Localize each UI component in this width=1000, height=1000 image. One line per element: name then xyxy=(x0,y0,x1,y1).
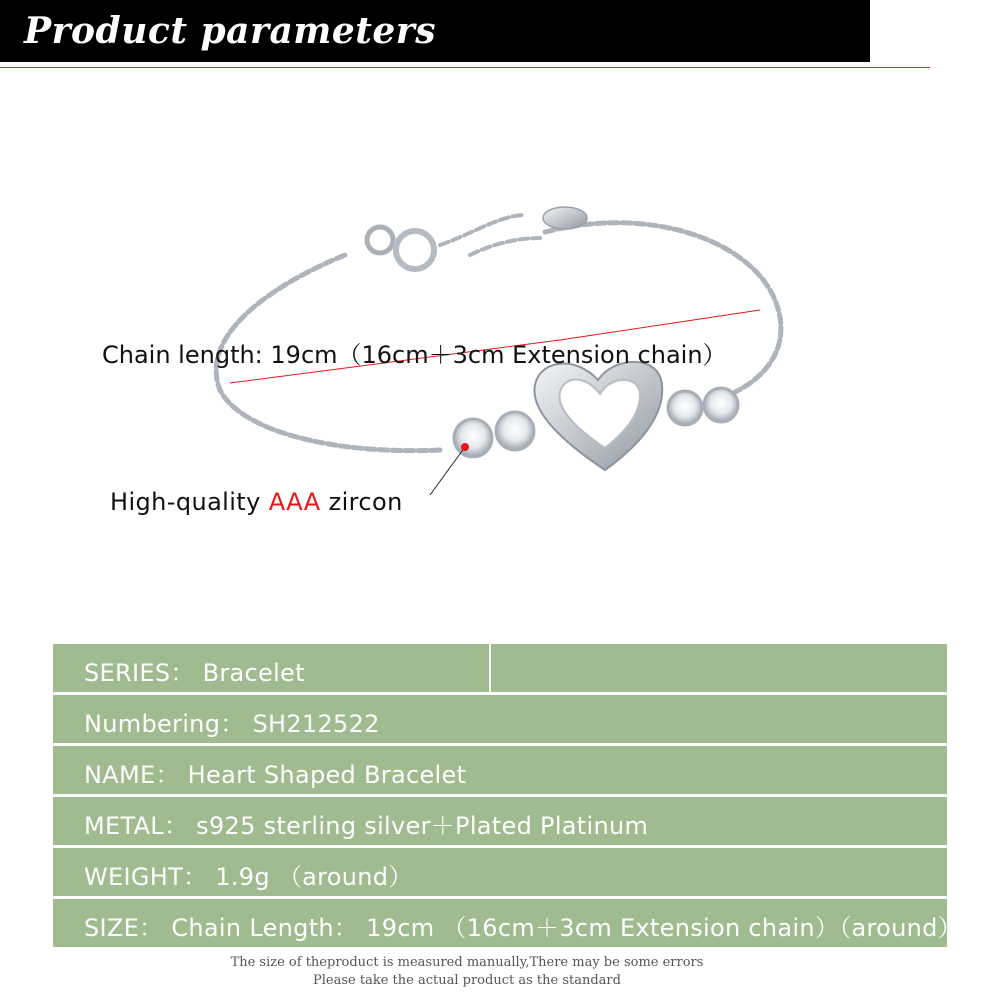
zircon-grade: AAA xyxy=(268,488,321,516)
zircon-prefix: High-quality xyxy=(110,488,269,516)
zircon-marker xyxy=(461,443,469,451)
spec-size: SIZE： Chain Length： 19cm （16cm＋3cm Extension chain）（around） xyxy=(84,914,962,942)
chain-length-callout: Chain length: 19cm（16cm＋3cm Extension chain） xyxy=(102,341,727,369)
spec-row-weight xyxy=(53,848,947,896)
zircon-callout xyxy=(110,488,403,516)
clasp-icon xyxy=(367,207,587,269)
row-divider xyxy=(489,644,491,692)
spec-row-size xyxy=(53,899,962,947)
heart-pendant xyxy=(534,362,662,470)
spec-row-name xyxy=(53,746,947,794)
page-title: Product parameters xyxy=(24,10,437,52)
zircon-leader-line xyxy=(430,447,465,495)
spec-table xyxy=(53,644,962,950)
spec-numbering: Numbering： SH212522 xyxy=(84,710,380,738)
footnote-standard: Please take the actual product as the standard xyxy=(313,973,621,988)
spec-metal: METAL： s925 sterling silver＋Plated Platinum xyxy=(84,812,649,840)
spec-row-series xyxy=(53,644,947,692)
footnote-measurement: The size of theproduct is measured manually,There may be some errors xyxy=(230,955,704,970)
spec-name: NAME： Heart Shaped Bracelet xyxy=(84,761,467,789)
spec-weight: WEIGHT： 1.9g （around） xyxy=(84,863,413,891)
spec-series: SERIES： Bracelet xyxy=(84,659,305,687)
zircon-suffix: zircon xyxy=(320,488,403,516)
spec-row-metal xyxy=(53,797,947,845)
spec-row-numbering xyxy=(53,695,947,743)
